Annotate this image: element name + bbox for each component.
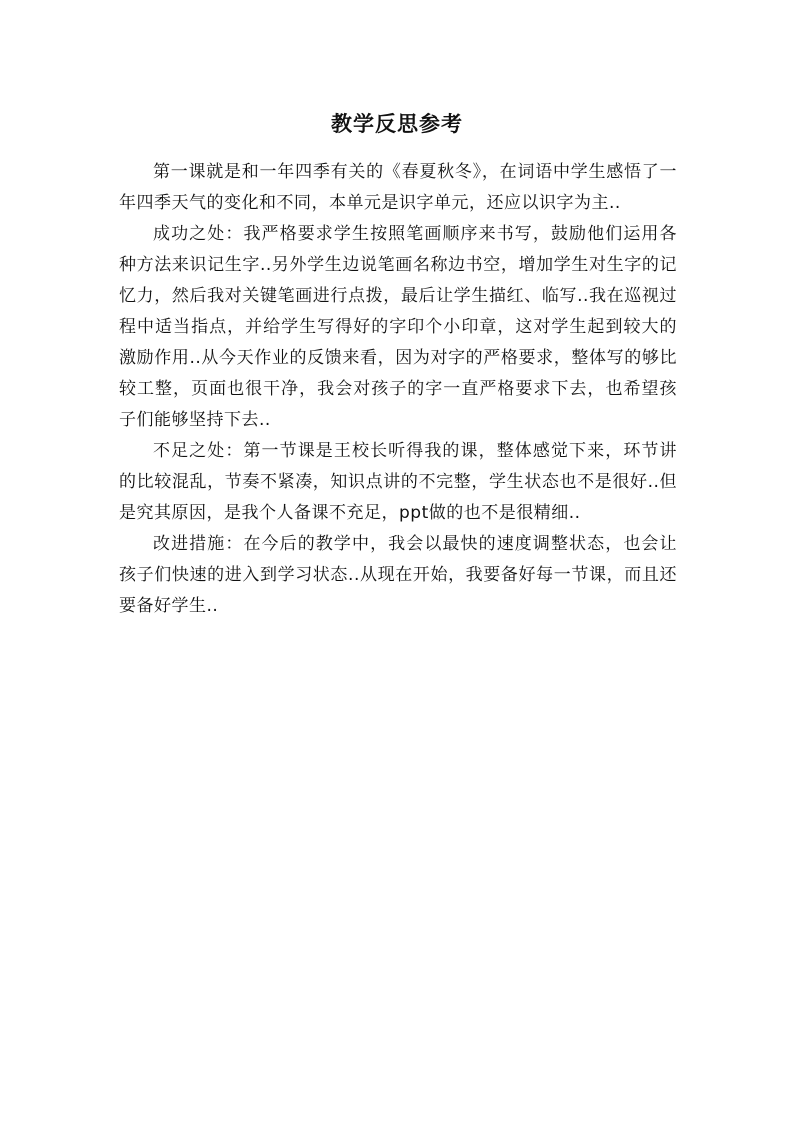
paragraph-improvements: 改进措施：在今后的教学中，我会以最快的速度调整状态，也会让孩子们快速的进入到学习状态..从现在开始，我要备好每一节课，而且还要备好学生..: [119, 534, 677, 616]
document-body: [119, 157, 677, 622]
paragraph-successes: 成功之处：我严格要求学生按照笔画顺序来书写，鼓励他们运用各种方法来识记生字..另外学生边说笔画名称边书空，增加学生对生字的记忆力，然后我对关键笔画进行点拨，最后让学生描红、临写..我在巡视过程中适当指点，并给学生写得好的字印个小印章，这对学生起到较大的激励作用..从今天作业的反馈来看，因为对字的严格要求，整体写的够比较工整，页面也很干净，我会对孩子的字一直严格要求下去，也希望孩子们能够坚持下去..: [119, 224, 677, 430]
document-title: 教学反思参考: [331, 112, 463, 136]
paragraph-intro: 第一课就是和一年四季有关的《春夏秋冬》，在词语中学生感悟了一年四季天气的变化和不同，本单元是识字单元，还应以识字为主..: [119, 162, 677, 213]
paragraph-shortcomings: 不足之处：第一节课是王校长听得我的课，整体感觉下来，环节讲的比较混乱，节奏不紧凑，知识点讲的不完整，学生状态也不是很好..但是究其原因，是我个人备课不充足，ppt做的也不是很精细..: [119, 441, 677, 523]
